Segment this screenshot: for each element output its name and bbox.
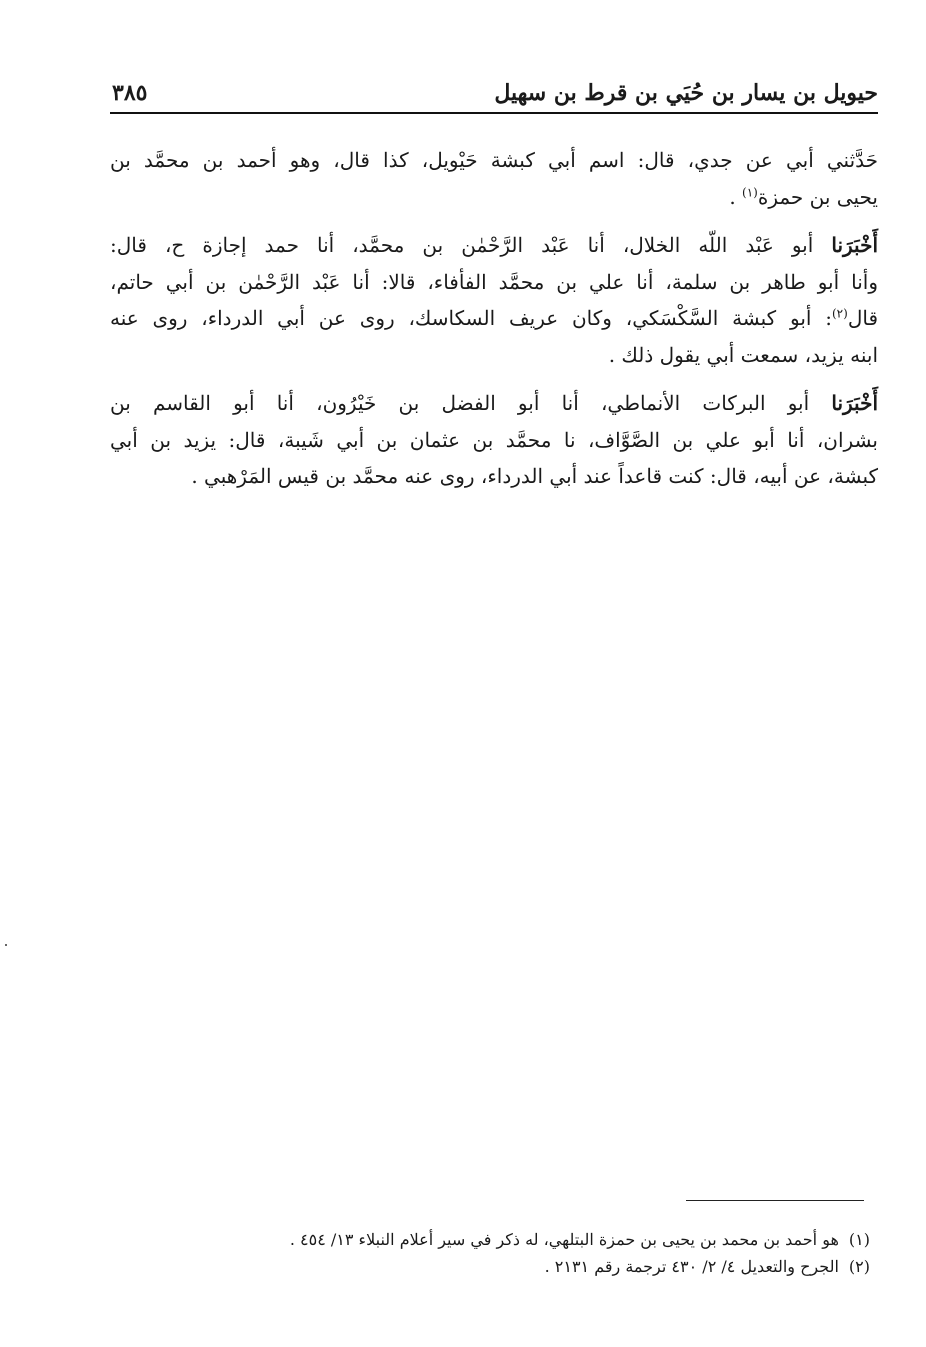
footnote-number: (١) (848, 1230, 870, 1249)
footnote-1 (110, 1226, 870, 1253)
text-fragment: . (729, 184, 743, 209)
footnote-reference-2[interactable]: (٢) (831, 306, 848, 321)
text-line (110, 300, 878, 337)
footnote-reference-1[interactable]: (١) (742, 184, 758, 199)
text-line (110, 385, 878, 422)
paragraph-3 (110, 385, 878, 495)
text-line (110, 227, 878, 264)
text-fragment: قال (847, 306, 878, 330)
footnotes (110, 1226, 870, 1280)
lead-word-akhbarana: أَخْبَرَنا (831, 391, 878, 415)
footnote-text: هو أحمد بن محمد بن يحيى بن حمزة البتلهي، له ذكر في سير أعلام النبلاء ١٣/ ٤٥٤ . (289, 1230, 839, 1249)
main-text (110, 142, 878, 507)
footnote-divider (686, 1200, 864, 1201)
text-fragment: : أبو كبشة السَّكْسَكي، وكان عريف السكاسك، روى عن أبي الدرداء، روى عنه (110, 306, 832, 330)
text-line: كبشة، عن أبيه، قال: كنت قاعداً عند أبي الدرداء، روى عنه محمَّد بن قيس المَرْهبي . (191, 464, 878, 488)
footnote-number: (٢) (848, 1257, 870, 1276)
running-header (110, 78, 878, 114)
text-fragment: يحيى بن حمزة (757, 184, 878, 209)
text-fragment: أبو البركات الأنماطي، أنا أبو الفضل بن خَيْرُون، أنا أبو القاسم بن (110, 391, 832, 415)
running-header-title: حيويل بن يسار بن حُيَي بن قرط بن سهيل (494, 80, 878, 106)
text-fragment: أبو عَبْد اللّه الخلال، أنا عَبْد الرَّحْمٰن بن محمَّد، أنا حمد إجازة ح، قال: (110, 233, 832, 257)
footnote-text: الجرح والتعديل ٤/ ٢/ ٤٣٠ ترجمة رقم ٢١٣١ . (544, 1257, 839, 1276)
text-line: ابنه يزيد، سمعت أبي يقول ذلك . (608, 342, 878, 367)
footnote-2 (110, 1253, 870, 1280)
page-number: ٣٨٥ (112, 80, 148, 106)
text-line: حَدَّثني أبي عن جدي، قال: اسم أبي كبشة حَيْويل، كذا قال، وهو أحمد بن محمَّد بن (110, 148, 878, 172)
paragraph-1 (110, 142, 878, 215)
text-line (110, 179, 878, 216)
scan-speck (5, 944, 7, 946)
text-line: بشران، أنا أبو علي بن الصَّوَّاف، نا محمَّد بن عثمان بن أبي شَيبة، قال: يزيد بن أبي (110, 427, 878, 452)
lead-word-akhbarana: أَخْبَرَنا (831, 233, 878, 257)
paragraph-2 (110, 227, 878, 373)
text-line: وأنا أبو طاهر بن سلمة، أنا علي بن محمَّد الفأفاء، قالا: أنا عَبْد الرَّحْمٰن بن أبي حاتم، (110, 269, 878, 294)
